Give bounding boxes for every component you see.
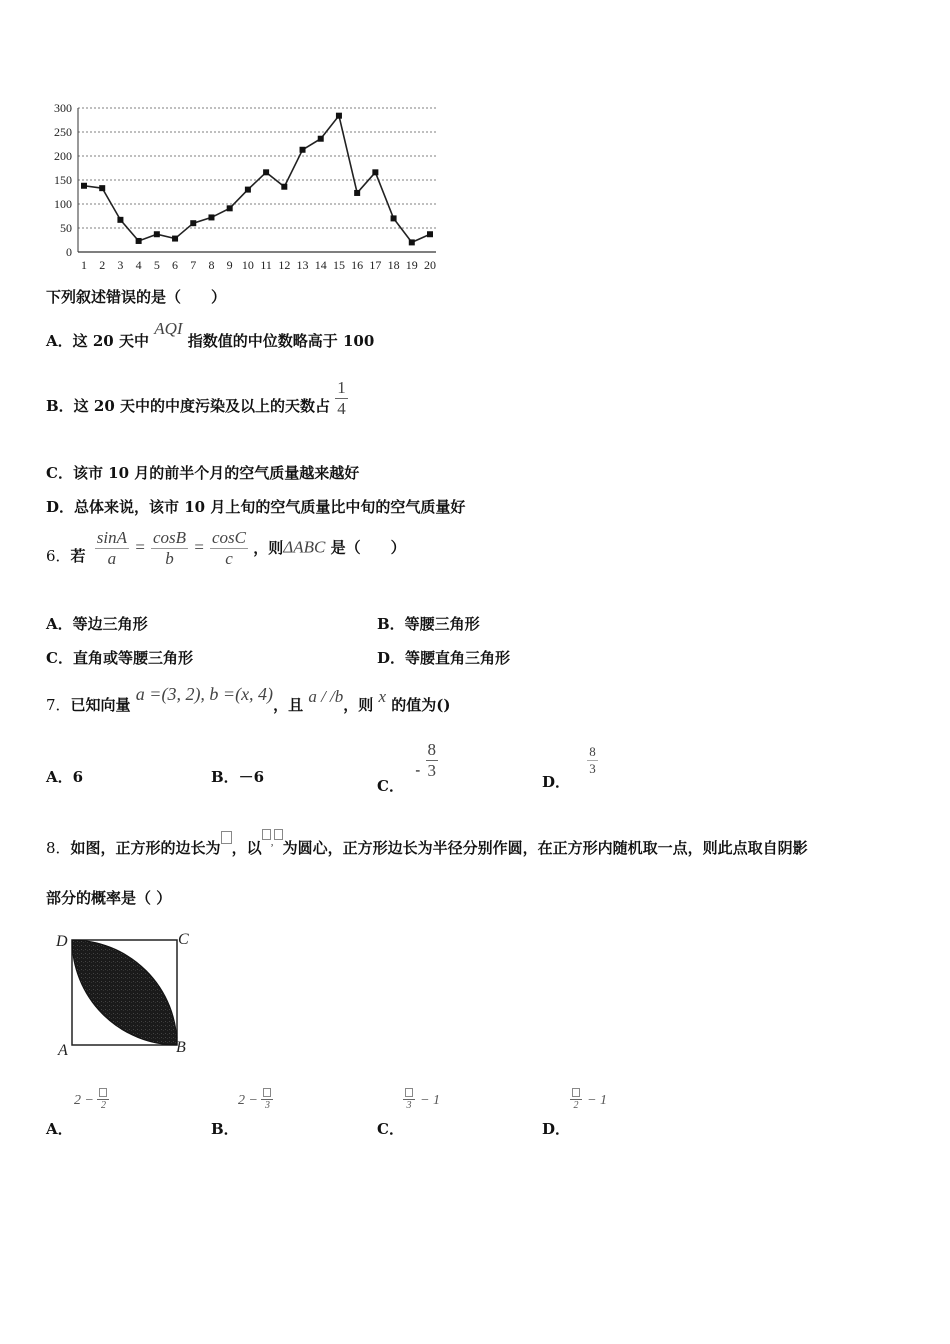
q7-d-label: D． — [542, 772, 571, 791]
q5-stem: 下列叙述错误的是（ ） — [46, 288, 227, 306]
q8-number: 8． — [46, 839, 71, 857]
q7-parallel: a / /b — [308, 687, 344, 706]
chart-x-tick-label: 6 — [172, 258, 179, 272]
chart-x-tick-label: 19 — [405, 258, 418, 272]
q5-a-math: AQI — [154, 319, 183, 338]
q6-f3-den: c — [210, 548, 248, 569]
q8-option-c: C． — [377, 1120, 404, 1138]
q7-c-den: 3 — [427, 761, 436, 780]
missing-glyph-icon — [221, 831, 232, 844]
q7-c-label: C． — [377, 776, 404, 795]
vertex-d-label: D — [56, 933, 68, 950]
q8-b-math: 2 − — [238, 1093, 262, 1108]
chart-data-point — [81, 183, 87, 189]
q6-stem — [46, 528, 406, 569]
chart-y-tick-label: 100 — [54, 197, 72, 211]
q7-post: 的值为() — [391, 696, 451, 714]
chart-x-tick-label: 12 — [278, 258, 291, 272]
q7-d-den: 3 — [589, 761, 596, 776]
q8-option-b: B． — [211, 1120, 239, 1138]
chart-data-point — [391, 215, 397, 221]
q7-c-fraction — [426, 740, 439, 781]
q8-option-d-formula — [570, 1088, 607, 1111]
q7-d-fraction — [587, 744, 598, 777]
q6-pre: 若 — [70, 546, 86, 565]
q5-b-numerator: 1 — [337, 378, 346, 397]
chart-data-point — [281, 184, 287, 190]
q7-option-b: B．－6 — [211, 768, 265, 786]
q8-a-den: 2 — [97, 1099, 109, 1111]
chart-data-point — [318, 136, 324, 142]
chart-data-point — [136, 238, 142, 244]
chart-y-tick-label: 0 — [66, 245, 72, 259]
chart-data-point — [227, 205, 233, 211]
chart-x-tick-label: 3 — [117, 258, 124, 272]
chart-data-point — [190, 220, 196, 226]
q6-f2-num: cosB — [152, 528, 187, 547]
q8-a-frac — [97, 1088, 109, 1111]
chart-x-tick-label: 2 — [99, 258, 106, 272]
chart-x-tick-label: 9 — [226, 258, 233, 272]
chart-y-tick-label: 250 — [54, 125, 72, 139]
q5-b-pre: B．这 20 天中的中度污染及以上的天数占 — [46, 396, 330, 415]
chart-x-tick-label: 11 — [260, 258, 272, 272]
q8-b-frac — [261, 1088, 273, 1111]
q7-then: ，则 — [343, 696, 374, 714]
q5-option-a — [46, 319, 375, 351]
chart-data-point — [208, 214, 214, 220]
chart-x-tick-label: 16 — [351, 258, 364, 272]
q8-option-b-formula — [238, 1088, 273, 1111]
chart-data-point — [117, 217, 123, 223]
chart-x-tick-label: 15 — [332, 258, 345, 272]
q6-option-c: C．直角或等腰三角形 — [46, 649, 193, 667]
vertex-c-label: C — [178, 931, 189, 948]
chart-x-tick-label: 5 — [153, 258, 160, 272]
q6-eq-1: = — [134, 537, 146, 557]
q6-f2-den: b — [151, 548, 188, 569]
chart-x-tick-label: 4 — [135, 258, 142, 272]
q5-b-fraction — [335, 378, 348, 419]
q8-c-frac — [403, 1088, 415, 1111]
q5-b-denominator: 4 — [337, 399, 346, 418]
q7-vectors: a =(3, 2), b =(x, 4) — [135, 684, 274, 704]
chart-x-tick-label: 20 — [424, 258, 436, 272]
q8-option-c-formula — [403, 1088, 440, 1111]
aqi-line-chart — [40, 100, 450, 275]
chart-data-point — [154, 231, 160, 237]
q7-c-num: 8 — [427, 740, 436, 759]
q7-option-c — [377, 740, 438, 795]
vertex-b-label: B — [176, 1039, 186, 1056]
q8-line-2: 部分的概率是（ ） — [46, 889, 172, 907]
chart-data-point — [372, 169, 378, 175]
chart-data-point — [245, 187, 251, 193]
q6-f1-num: sinA — [96, 528, 128, 547]
chart-y-ticks — [54, 101, 72, 259]
chart-x-tick-label: 8 — [208, 258, 215, 272]
chart-x-tick-label: 17 — [369, 258, 382, 272]
q6-f3-num: cosC — [211, 528, 246, 547]
q8-option-a: A． — [46, 1120, 73, 1138]
q7-number: 7． — [46, 696, 71, 714]
chart-points — [81, 113, 433, 246]
chart-data-point — [354, 190, 360, 196]
q7-option-a: A．6 — [46, 768, 84, 786]
chart-x-ticks — [81, 258, 436, 272]
chart-x-tick-label: 7 — [190, 258, 197, 272]
chart-data-point — [409, 239, 415, 245]
q8-d-den: 2 — [570, 1099, 582, 1111]
chart-x-tick-label: 1 — [81, 258, 87, 272]
q5-a-pre: A．这 20 天中 — [46, 332, 149, 350]
chart-data-point — [263, 169, 269, 175]
q6-option-d: D．等腰直角三角形 — [377, 649, 511, 667]
q8-option-d: D． — [542, 1120, 571, 1138]
q8-l1b: ，以 — [231, 839, 262, 857]
q8-a-math: 2 − — [74, 1093, 98, 1108]
chart-x-tick-label: 13 — [296, 258, 309, 272]
chart-data-point — [336, 113, 342, 119]
q6-number: 6． — [46, 546, 71, 565]
q8-c-tail: − 1 — [420, 1093, 441, 1108]
chart-data-point — [172, 236, 178, 242]
missing-glyph-icon — [274, 829, 283, 840]
q8-l1a: 如图，正方形的边长为 — [70, 839, 221, 857]
shaded-lens — [72, 940, 177, 1045]
chart-x-tick-label: 18 — [387, 258, 400, 272]
chart-y-tick-label: 300 — [54, 101, 72, 115]
chart-series-line — [84, 116, 430, 243]
q8-d-frac — [570, 1088, 582, 1111]
q5-option-c: C．该市 10 月的前半个月的空气质量越来越好 — [46, 464, 360, 482]
q7-x: x — [378, 687, 387, 706]
chart-x-tick-label: 14 — [314, 258, 327, 272]
q6-f1-den: a — [95, 548, 129, 569]
q5-a-post: 指数值的中位数略高于 100 — [187, 332, 375, 350]
chart-x-tick-label: 10 — [241, 258, 254, 272]
q8-square-figure — [52, 928, 197, 1060]
chart-y-tick-label: 200 — [54, 149, 72, 163]
q8-c-den: 3 — [403, 1099, 415, 1111]
q6-post: 是（ ） — [330, 538, 406, 557]
chart-y-tick-label: 150 — [54, 173, 72, 187]
chart-data-point — [300, 147, 306, 153]
q7-c-sign: - — [415, 760, 421, 779]
q6-frac-2 — [151, 528, 188, 569]
q6-triangle: ΔABC — [283, 537, 326, 557]
chart-data-point — [99, 185, 105, 191]
q6-option-a: A．等边三角形 — [46, 615, 148, 633]
chart-data-point — [427, 231, 433, 237]
q8-b-den: 3 — [261, 1099, 273, 1111]
q8-d-tail: − 1 — [587, 1093, 608, 1108]
missing-glyph-icon — [262, 829, 271, 840]
q5-option-b — [46, 378, 348, 419]
q6-eq-2: = — [193, 537, 205, 557]
q7-stem — [46, 684, 451, 714]
q6-frac-3 — [210, 528, 248, 569]
q6-frac-1 — [95, 528, 129, 569]
vertex-a-label: A — [58, 1042, 68, 1059]
q6-mid: ，则 — [253, 538, 284, 557]
q7-d-num: 8 — [589, 744, 596, 759]
q7-pre: 已知向量 — [70, 696, 131, 714]
q6-option-b: B．等腰三角形 — [377, 615, 480, 633]
q8-l1c: 为圆心，正方形边长为半径分别作圆，在正方形内随机取一点，则此点取自阴影 — [282, 839, 808, 857]
q8-option-a-formula — [74, 1088, 109, 1111]
q7-option-d — [542, 744, 598, 791]
q5-option-d: D．总体来说，该市 10 月上旬的空气质量比中旬的空气质量好 — [46, 498, 466, 516]
q8-line-1: 8．如图，正方形的边长为 ，以 , 为圆心，正方形边长为半径分别作圆，在正方形内随机取一点，则此点取自阴影 — [46, 837, 808, 858]
chart-y-tick-label: 50 — [60, 221, 72, 235]
q7-mid: ，且 — [273, 696, 304, 714]
